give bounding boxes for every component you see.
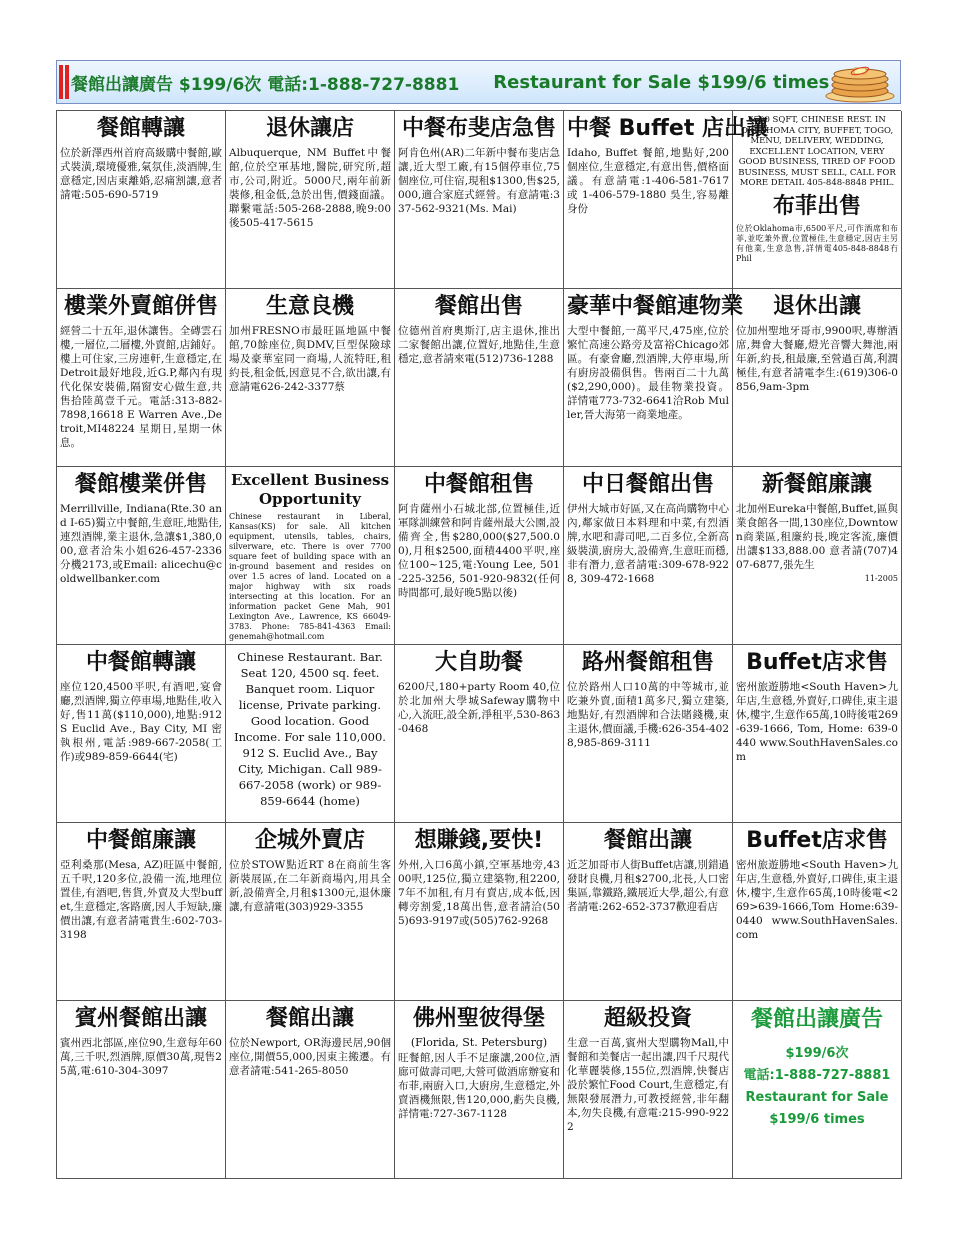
promo-title: 餐館出讓廣告 (750, 1007, 883, 1032)
ad-cell (395, 1001, 564, 1179)
ad-title: 佛州聖彼得堡 (412, 1006, 545, 1031)
ad-body: 位於Oklahoma市,6500平尺,可作酒席和布菲,並吃兼外賣,位置極佳,生意穩定,因店主另有他業,生意急售,詳情電405-848-8848冇Phil (736, 223, 898, 263)
promo-line: Restaurant for Sale (745, 1090, 889, 1105)
classified-page (56, 60, 901, 1179)
ad-title: 想賺錢,要快! (414, 828, 544, 853)
ad-cell (226, 823, 395, 1001)
header-banner (56, 60, 901, 104)
ad-body: 大型中餐館,一萬平尺,475座,位於繁忙高速公路旁及富裕Chicago郊區。有豪會廳,烈酒牌,大停車場,所有廚房設備俱售。售兩百二十九萬($2,290,000)。最佳物業投資。詳情電773-732-6641洽Rob Muller,晉大海第一商業地產。 (567, 325, 729, 421)
ad-cell (226, 111, 395, 289)
ad-cell (395, 467, 564, 645)
ad-cell (733, 823, 902, 1001)
ad-subtitle: (Florida, St. Petersburg) (410, 1036, 548, 1049)
ad-title: 餐館轉讓 (96, 116, 185, 141)
ad-body: 阿肯色州(AR)二年新中餐布斐店急讓,近大型工廠,有15個停車位,75個座位,可住宿,現租$1300,售$25,000,適合家庭式經營。有意請電:337-562-9321(Ms. Mai) (398, 147, 560, 215)
ad-cell (57, 111, 226, 289)
ad-title: 中餐 Buffet 店出讓 (567, 116, 769, 141)
ad-title: 超級投資 (603, 1006, 692, 1031)
ad-title: 新餐館廉讓 (761, 472, 872, 497)
ads-grid (56, 110, 901, 1179)
red-divider (65, 65, 69, 99)
ad-cell (564, 1001, 733, 1179)
ad-title: 餐館出讓 (603, 828, 692, 853)
ad-body: 北加州Eureka中餐館,Buffet,區與業食館各一間,130座位,Downtown商業區,租廉約長,晚定客流,廉價出讓$133,888.00 意者請(707)407-6877,張先生 (736, 503, 898, 571)
ad-body: Idaho, Buffet 餐館,地點好,200 個座位,生意穩定,有意出售,價格面議。有意請電:1-406-581-7617 或 1-406-579-1880 吳生,容易離身份 (567, 147, 729, 215)
ad-body: 賓州西北部區,座位90,生意每年60萬,三千呎,烈酒牌,原價30萬,現售25萬,電:610-304-3097 (60, 1037, 222, 1077)
ad-title: 中餐館轉讓 (85, 650, 196, 675)
promo-line: $199/6次 (785, 1046, 849, 1061)
ad-cell (733, 289, 902, 467)
ad-title: 中餐館廉讓 (85, 828, 196, 853)
ad-title: 中日餐館出售 (581, 472, 714, 497)
ad-title: 生意良機 (265, 294, 354, 319)
promo-line: $199/6 times (769, 1112, 865, 1127)
ad-body: 外州,入口6萬小鎮,空軍基地旁,4300呎,125位,獨立建築物,租2200,7年不加租,有月有賣店,成本低,因轉旁割愛,18萬出售,意者請洽(505)693-9197或(505)762-9268 (398, 859, 560, 927)
ad-cell (564, 467, 733, 645)
ad-body: 亞利桑那(Mesa, AZ)旺區中餐館,五千呎,120多位,設備一流,地理位置佳,有酒吧,售貨,外賣及大型buffet,生意穩定,客路廣,因人手短缺,廉價出讓,有意者請電貴生:602-703-3198 (60, 859, 222, 941)
ad-body: 密州旅遊勝地<South Haven>九年店,生意穩,外賣好,口碑佳,東主退休,樓宇,生意作65萬,10時後電269-639-1666, Tom, Home: 639-0440 www.SouthHavenSales.com (736, 681, 898, 763)
ad-title: Excellent Business Opportunity (230, 471, 390, 508)
ad-title: 豪華中餐館連物業 (567, 294, 744, 319)
ad-title: 退休讓店 (265, 116, 354, 141)
ad-title: 布菲出售 (772, 193, 861, 219)
ad-cell (395, 111, 564, 289)
ad-note: 11-2005 (864, 574, 898, 583)
ad-body: 伊州大城市好區,又在高尚購物中心內,鄰家做日本料理和中菜,有烈酒牌,水吧和壽司吧,二百多位,全新高級裝潢,廚房大,設備齊,生意旺而穩,非有潛力,意者請電:309-678-9228, 309-472-1668 (567, 503, 729, 585)
advertise-promo (736, 1005, 898, 1131)
ad-body: 生意一百萬,賓州大型購物Mall,中餐館和美餐店一起出讓,四千尺現代化華麗裝修,155位,烈酒牌,快餐店設於繁忙Food Court,生意穩定,有無限發展潛力,可教授經營,非年翻本,勿失良機,有意電:215-990-9222 (567, 1037, 729, 1133)
ad-cell (57, 289, 226, 467)
ad-cell (57, 467, 226, 645)
ad-body: 位於Newport, OR海邊民居,90個座位,開價55,000,因東主搬遷。有意者請電:541-265-8050 (229, 1037, 391, 1077)
ad-title: 餐館出讓 (265, 1006, 354, 1031)
ad-title: 餐館樓業併售 (74, 472, 207, 497)
ad-body: 旺餐館,因人手不足廉讓,200位,酒廊可做壽司吧,大營可做酒席辦宴和布菲,兩廚入口,大廚房,生意穩定,外賣酒機無限,售120,000,虧失良機,詳情電:727-367-1128 (398, 1052, 560, 1120)
ad-title: 樓業外賣館併售 (63, 294, 218, 319)
ad-title: 路州餐館租售 (581, 650, 714, 675)
ad-body: 位於路州人口10萬的中等城市,並吃兼外賣,面積1萬多尺,獨立建築,地點好,有烈酒牌和合法賭錢機,東主退休,價面議,手機:626-354-4028,985-869-3111 (567, 681, 729, 749)
red-divider (59, 65, 63, 99)
ad-title: Buffet店求售 (746, 828, 888, 853)
ad-cell (564, 111, 769, 289)
ad-body: 位於STOW點近RT 8在商前生客新裝展區,在二年新商場內,用具全新,設備齊全,月租$1300元,退休廉讓,有意請電(303)929-3355 (229, 859, 391, 913)
ad-cell (395, 289, 564, 467)
ad-body: 經營二十五年,退休讓售。全磚雲石樓,一層位,二層樓,外賣館,店鋪好。樓上可住家,三房連軒,生意穩定,在Detroit最好地段,近G.P,鄰內有現代化保安裝備,隔窗安心做生意,共售拾陸萬壹千元。電話:313-882-7898,16618 E Warren Ave.,Detroit,MI48224 星期日,星期一休息。 (60, 325, 222, 449)
ad-body: 座位120,4500平呎,有酒吧,宴會廳,烈酒牌,獨立停車場,地點佳,收入好,售11萬($110,000),地點:912 S Euclid Ave., Bay City, MI 密執根州,電話:989-667-2058(工作)或989-859-6644(宅) (60, 681, 222, 763)
ad-title: 賓州餐館出讓 (74, 1006, 207, 1031)
promo-line: 電話:1-888-727-8881 (743, 1068, 891, 1083)
ad-cell (226, 1001, 395, 1179)
ad-cell (57, 645, 226, 823)
banner-english-text: Restaurant for Sale $199/6 times (493, 71, 830, 93)
ad-body: Merrillville, Indiana(Rte.30 and I-65)獨立中餐館,生意旺,地點佳,連烈酒牌,業主退休,急讓$1,380,000,意者洽朱小姐626-457-2336分機2173,或Email: alicechu@coldwellbanker.com (60, 503, 222, 585)
ad-cell (564, 645, 733, 823)
ad-cell (733, 1001, 902, 1179)
ad-title: 大自助餐 (434, 650, 523, 675)
ad-cell (733, 645, 902, 823)
ad-title: Buffet店求售 (746, 650, 888, 675)
ad-title: 企城外賣店 (254, 828, 365, 853)
banner-chinese-text: 餐館出讓廣告 $199/6次 電話:1-888-727-8881 (71, 74, 460, 95)
ad-cell (57, 1001, 226, 1179)
ad-body: 加州FRESNO市最旺區地區中餐館,70餘座位,與DMV,巨型保險球場及豪華室同一商場,人流特旺,租約長,租金低,因意見不合,欲出讓,有意請電626-242-3377蔡 (229, 325, 391, 393)
ad-title: 餐館出售 (434, 294, 523, 319)
ad-body: Chinese restaurant in Liberal, Kansas(KS) for sale. All kitchen equipment, utensils, tables, chairs, silverware, etc. There is over 7700 square feet of building space with an in-ground basement and resides on over 1.5 acres of land. Located on a major highway with six roads intersecting at this location. For an information packet Gene Mah, 901 Lexington Ave., Lawrence, KS 66049-3783. Phone: 785-841-4363 Email: genemah@hotmail.com (229, 512, 391, 641)
ad-cell (395, 823, 564, 1001)
pancake-stack-icon (824, 63, 896, 103)
ad-cell (395, 645, 564, 823)
ad-cell (564, 289, 744, 467)
ad-body: Chinese Restaurant. Bar. Seat 120, 4500 sq. feet. Banquet room. Liquor license, Private parking. Good location. Good Income. For sale 110,000. 912 S. Euclid Ave., Bay City, Michigan. Call 989-667-2058 (work) or 989-859-6644 (home) (234, 650, 386, 808)
ad-english-intro: 6500 SQFT, CHINESE REST. IN OKLAHOMA CITY, BUFFET, TOGO, MENU, DELIVERY, WEDDING, EXCELLENT LOCATION, VERY GOOD BUSINESS, TIRED OF FOOD BUSINESS, MUST SELL, CALL FOR MORE DETAIL 405-848-8848 PHIL. (738, 115, 896, 188)
ad-cell (733, 467, 902, 645)
ad-body: Albuquerque, NM Buffet中餐館,位於空軍基地,醫院,研究所,超市,公司,附近。5000尺,兩年前新裝修,租金低,急於出售,價錢面議。聯繫電話:505-268-2888,晚9:00後505-417-5615 (229, 147, 391, 229)
ad-cell (226, 645, 395, 823)
ad-title: 退休出讓 (772, 294, 861, 319)
ad-body: 位於新澤西州首府高級購中餐館,歐式裝潢,環境優雅,氣氛佳,淡酒牌,生意穩定,因店東離婚,忍痛割讓,意者請電:505-690-5719 (60, 147, 222, 201)
ad-body: 位加州聖地牙哥市,9900呎,專辦酒席,舞會大餐廳,燈光音響大舞池,兩年新,約長,租最廉,至營過百萬,利潤極佳,有意者請電李生:(619)306-0856,9am-3pm (736, 325, 898, 393)
ad-cell (733, 111, 902, 289)
ad-body: 近芝加哥市人街Buffet店讓,別錯過發財良機,月租$2700,北長,人口密集區,靠鐵路,鐵展近大學,超公,有意者請電:262-652-3737歡迎看店 (567, 859, 729, 913)
ad-body: 6200尺,180+party Room 40,位於北加州大學城Safeway購物中心,入流旺,設全新,淨租平,530-863-0468 (398, 681, 560, 735)
ad-title: 中餐布斐店急售 (401, 116, 556, 141)
ad-cell (564, 823, 733, 1001)
ad-title: 中餐館租售 (423, 472, 534, 497)
ad-body: 密州旅遊勝地<South Haven>九年店,生意穩,外賣好,口碑佳,東主退休,樓宇,生意作65萬,10時後電<269>639-1666,Tom Home:639-0440 www.SouthHavenSales.com (736, 859, 898, 941)
ad-cell (226, 467, 395, 645)
ad-cell (226, 289, 395, 467)
ad-body: 阿肯薩州小石城北部,位置極佳,近軍隊訓練營和阿肯薩州最大公園,設備齊全,售$280,000($27,500.00),月租$2500,面積4400平呎,座位100~125,電:Young Lee, 501-225-3256, 501-920-9832(任何時間都可,最好晚5點以後) (398, 503, 560, 599)
ad-body: 位德州首府奧斯汀,店主退休,推出二家餐館出讓,位置好,地點佳,生意穩定,意者請來電(512)736-1288 (398, 325, 560, 365)
ad-cell (57, 823, 226, 1001)
